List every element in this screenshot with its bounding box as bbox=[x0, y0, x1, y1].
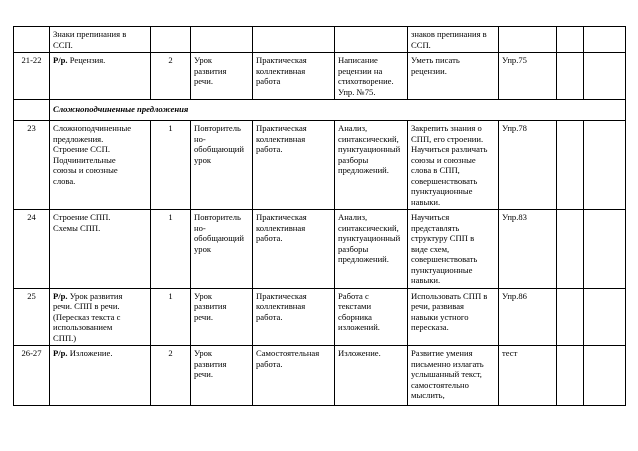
section-title: Сложноподчиненные предложения bbox=[50, 100, 626, 121]
cell-number bbox=[14, 27, 50, 53]
cell-activity: Изложение. bbox=[335, 346, 408, 406]
table-row bbox=[14, 27, 626, 53]
cell-form bbox=[253, 27, 335, 53]
cell-extra-2 bbox=[584, 346, 626, 406]
cell-extra-2 bbox=[584, 288, 626, 346]
cell-hours: 1 bbox=[151, 288, 191, 346]
cell-extra-1 bbox=[557, 27, 584, 53]
cell-homework: Упр.86 bbox=[499, 288, 557, 346]
topic-prefix: Р/р. bbox=[53, 55, 68, 65]
cell-activity: Написание рецензии на стихотворение. Упр. №75. bbox=[335, 53, 408, 100]
cell-lesson-type bbox=[191, 27, 253, 53]
cell-topic: Сложноподчиненные предложения. Строение ССП. Подчинительные союзы и союзные слова. bbox=[50, 121, 151, 210]
cell-extra-1 bbox=[557, 210, 584, 289]
cell-activity: Анализ, синтаксический, пунктуационный разборы предложений. bbox=[335, 210, 408, 289]
cell-extra-1 bbox=[557, 121, 584, 210]
cell-activity: Работа с текстами сборника изложений. bbox=[335, 288, 408, 346]
cell-extra-1 bbox=[557, 288, 584, 346]
cell-form: Практическая коллективная работа. bbox=[253, 288, 335, 346]
cell-extra-1 bbox=[557, 53, 584, 100]
cell-extra-2 bbox=[584, 121, 626, 210]
cell-number: 25 bbox=[14, 288, 50, 346]
curriculum-table bbox=[13, 26, 626, 406]
cell-hours: 2 bbox=[151, 53, 191, 100]
cell-extra-2 bbox=[584, 210, 626, 289]
cell-hours: 1 bbox=[151, 121, 191, 210]
cell-topic: Строение СПП. Схемы СПП. bbox=[50, 210, 151, 289]
table-row bbox=[14, 288, 626, 346]
cell-form: Самостоятельная работа. bbox=[253, 346, 335, 406]
cell-lesson-type: Повторитель но- обобщающий урок bbox=[191, 121, 253, 210]
cell-lesson-type: Урок развития речи. bbox=[191, 346, 253, 406]
section-row bbox=[14, 100, 626, 121]
table-row bbox=[14, 53, 626, 100]
cell-activity: Анализ, синтаксический, пунктуационный разборы предложений. bbox=[335, 121, 408, 210]
topic-text: Урок развития речи. СПП в речи. (Пересказ текста с использованием СПП.) bbox=[53, 290, 123, 343]
cell-topic: Знаки препинания в ССП. bbox=[50, 27, 151, 53]
cell-hours bbox=[151, 27, 191, 53]
cell-number bbox=[14, 100, 50, 121]
cell-form: Практическая коллективная работа. bbox=[253, 210, 335, 289]
cell-homework: Упр.75 bbox=[499, 53, 557, 100]
cell-form: Практическая коллективная работа bbox=[253, 53, 335, 100]
topic-text: Изложение. bbox=[67, 348, 113, 358]
cell-topic bbox=[50, 53, 151, 100]
cell-lesson-type: Урок развития речи. bbox=[191, 53, 253, 100]
cell-number: 24 bbox=[14, 210, 50, 289]
cell-activity bbox=[335, 27, 408, 53]
cell-result: Научиться представлять структуру СПП в виде схем, совершенствовать пунктуационные навыки. bbox=[408, 210, 499, 289]
cell-result: Использовать СПП в речи, развивая навыки устного пересказа. bbox=[408, 288, 499, 346]
cell-topic bbox=[50, 288, 151, 346]
cell-lesson-type: Урок развития речи. bbox=[191, 288, 253, 346]
cell-topic bbox=[50, 346, 151, 406]
table-row bbox=[14, 121, 626, 210]
cell-result: Развитие умения письменно излагать услышанный текст, самостоятельно мыслить, bbox=[408, 346, 499, 406]
cell-result: знаков препинания в ССП. bbox=[408, 27, 499, 53]
cell-homework: Упр.78 bbox=[499, 121, 557, 210]
topic-prefix: Р/р. bbox=[53, 290, 68, 301]
cell-extra-2 bbox=[584, 53, 626, 100]
cell-result: Закрепить знания о СПП, его строении. Научиться различать союзы и союзные слова в СПП, совершенствовать пунктуационные навыки. bbox=[408, 121, 499, 210]
cell-form: Практическая коллективная работа. bbox=[253, 121, 335, 210]
cell-result: Уметь писать рецензии. bbox=[408, 53, 499, 100]
cell-extra-2 bbox=[584, 27, 626, 53]
cell-homework: Упр.83 bbox=[499, 210, 557, 289]
cell-number: 21-22 bbox=[14, 53, 50, 100]
table-row bbox=[14, 346, 626, 406]
cell-number: 26-27 bbox=[14, 346, 50, 406]
topic-prefix: Р/р. bbox=[53, 348, 68, 358]
table-row bbox=[14, 210, 626, 289]
cell-extra-1 bbox=[557, 346, 584, 406]
cell-hours: 2 bbox=[151, 346, 191, 406]
cell-homework: тест bbox=[499, 346, 557, 406]
cell-number: 23 bbox=[14, 121, 50, 210]
cell-hours: 1 bbox=[151, 210, 191, 289]
topic-text: Рецензия. bbox=[67, 55, 106, 65]
cell-lesson-type: Повторитель но- обобщающий урок bbox=[191, 210, 253, 289]
cell-homework bbox=[499, 27, 557, 53]
